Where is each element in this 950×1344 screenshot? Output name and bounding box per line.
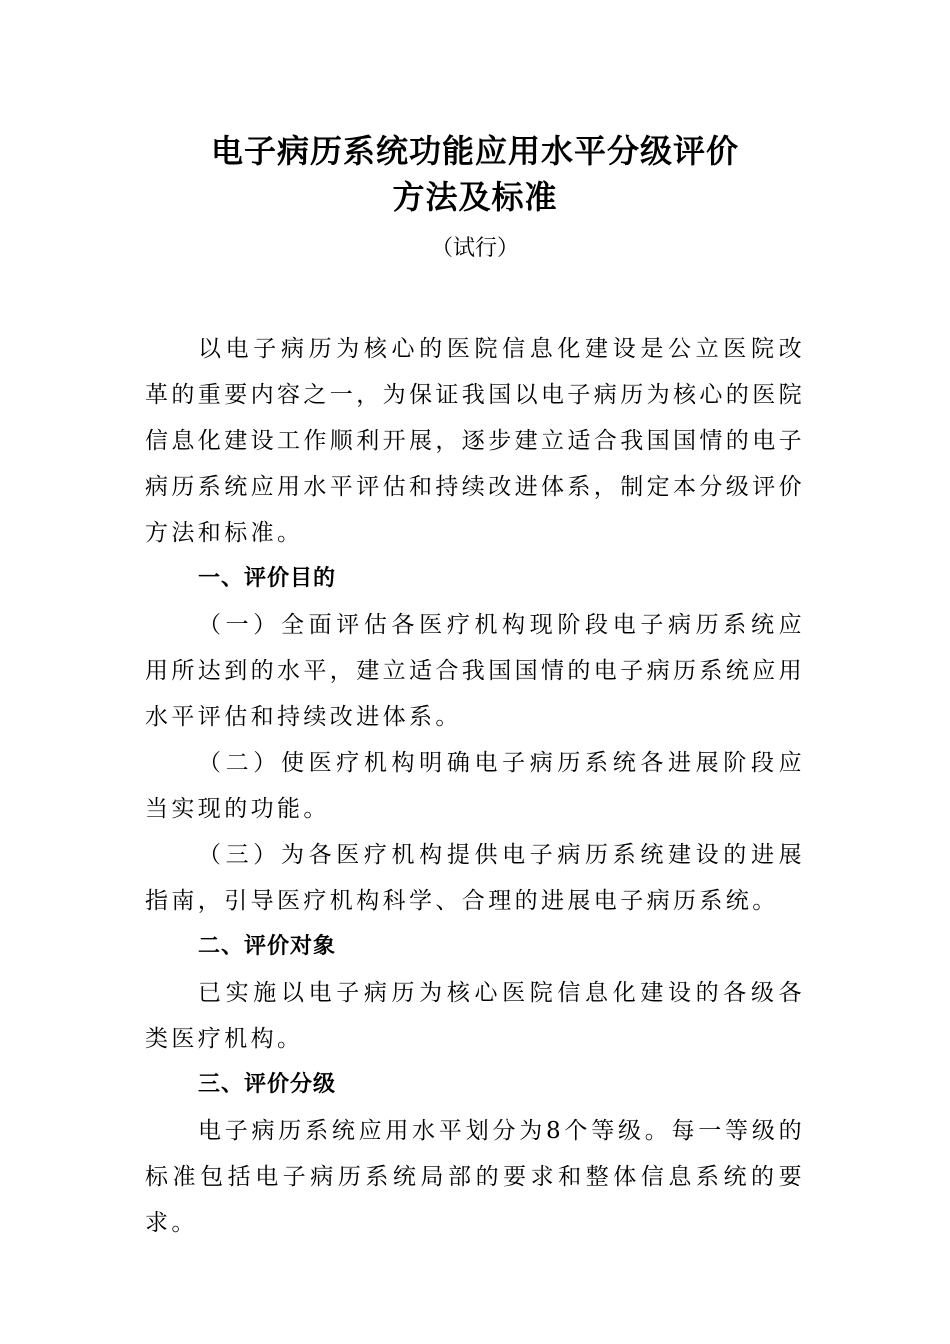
document-body: [145, 326, 805, 1246]
title-line-2: 方法及标准: [392, 178, 558, 216]
section-heading-levels: 三、评价分级: [198, 1072, 337, 1097]
target-paragraph: 已实施以电子病历为核心医院信息化建设的各级各类医疗机构。: [145, 980, 805, 1052]
section-heading-purpose: 一、评价目的: [198, 566, 337, 591]
intro-paragraph: 以电子病历为核心的医院信息化建设是公立医院改革的重要内容之一，为保证我国以电子病历为核心的医院信息化建设工作顺利开展，逐步建立适合我国国情的电子病历系统应用水平评估和持续改进体系，制定本分级评价方法和标准。: [145, 336, 805, 546]
levels-paragraph: 电子病历系统应用水平划分为8个等级。每一等级的标准包括电子病历系统局部的要求和整体信息系统的要求。: [145, 1118, 805, 1236]
purpose-item-2: （二）使医疗机构明确电子病历系统各进展阶段应当实现的功能。: [145, 750, 805, 822]
document-title: [0, 128, 950, 220]
title-line-1: 电子病历系统功能应用水平分级评价: [210, 132, 739, 170]
purpose-item-3: （三）为各医疗机构提供电子病历系统建设的进展指南，引导医疗机构科学、合理的进展电子病历系统。: [145, 842, 805, 914]
section-heading-target: 二、评价对象: [198, 934, 337, 959]
document-subtitle: （试行）: [430, 236, 519, 261]
purpose-item-1: （一）全面评估各医疗机构现阶段电子病历系统应用所达到的水平，建立适合我国国情的电子病历系统应用水平评估和持续改进体系。: [145, 612, 805, 730]
